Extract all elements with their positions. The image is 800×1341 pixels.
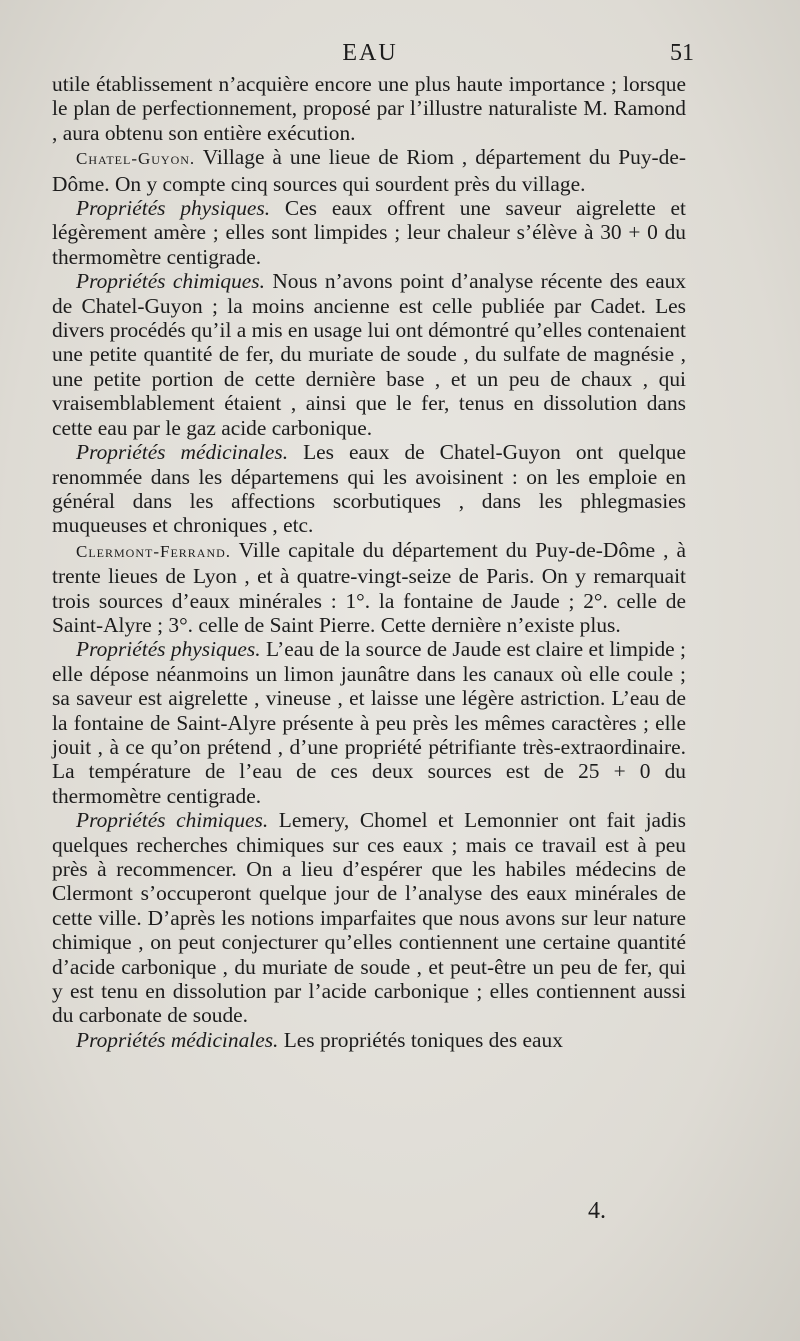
paragraph-text: Nous n’avons point d’analyse récente des eaux de Chatel-Guyon ; la moins ancienne est celle publiée par Cadet. Les divers procédés qu’il a mis en usage lui ont démontré qu’elles contenaient une petite quantité de fer, du muriate de soude , du sulfate de magnésie , une petite portion de cette dernière base , et un peu de chaux , qui vraisemblablement étaient , ainsi que le fer, tenus en dissolution dans cette eau par le gaz acide carbonique. — [52, 269, 686, 440]
paragraph-text: Lemery, Chomel et Lemonnier ont fait jadis quelques recherches chimiques sur ces eaux ; mais ce travail est à peu près à recommencer. On a lieu d’espérer que les habiles médecins de Clermont s’occuperont quelque jour de l’analyse des eaux minérales de cette ville. D’après les notions imparfaites que nous avons sur leur nature chimique , on peut conjecturer qu’elles contiennent une certaine quantité d’acide carbonique , du muriate de soude , et peut-être un peu de fer, qui y est tenu en dissolution par l’acide carbonique ; elles contiennent aussi du carbonate de soude. — [52, 808, 686, 1028]
entry-heading: Clermont-Ferrand. — [76, 541, 232, 561]
paragraph — [52, 145, 686, 196]
page-number: 51 — [670, 40, 694, 66]
running-header — [52, 40, 694, 74]
section-label: Propriétés physiques. — [76, 196, 271, 221]
running-title: EAU — [342, 40, 398, 66]
paragraph — [52, 637, 686, 808]
paragraph — [52, 538, 686, 638]
paragraph-text: Les eaux de Chatel-Guyon ont quelque renommée dans les départemens qui les avoisinent : on les emploie en général dans les affections scorbutiques , dans les phlegmasies muqueuses et chroniques , etc. — [52, 440, 686, 538]
paragraph — [52, 440, 686, 538]
section-label: Propriétés physiques. — [76, 637, 261, 662]
paragraph — [52, 269, 686, 440]
paragraph-text: utile établissement n’acquière encore une plus haute importance ; lorsque le plan de perfectionnement, proposé par l’illustre naturaliste M. Ramond , aura obtenu son entière exécution. — [52, 72, 686, 145]
paragraph-text: Les propriétés toniques des eaux — [278, 1027, 563, 1052]
body-text — [52, 72, 686, 1052]
paragraph — [52, 196, 686, 269]
section-label: Propriétés chimiques. — [76, 269, 265, 294]
paragraph — [52, 808, 686, 1028]
entry-heading: Chatel-Guyon. — [76, 149, 196, 169]
signature-mark: 4. — [588, 1198, 606, 1224]
paragraph-text: Ville capitale du département du Puy-de-Dôme , à trente lieues de Lyon , et à quatre-vingt-seize de Paris. On y remarquait trois sources d’eaux minérales : 1°. la fontaine de Jaude ; 2°. celle de Saint-Alyre ; 3°. celle de Saint Pierre. Cette dernière n’existe plus. — [52, 537, 686, 637]
paragraph — [52, 1028, 686, 1052]
section-label: Propriétés chimiques. — [76, 808, 269, 833]
paragraph — [52, 72, 686, 145]
paragraph-text: L’eau de la source de Jaude est claire et limpide ; elle dépose néanmoins un limon jaunâtre dans les canaux où elle coule ; sa saveur est aigrelette , vineuse , et laisse une légère astriction. L’eau de la fontaine de Saint-Alyre présente à peu près les mêmes caractères ; elle jouit , à ce qu’on prétend , d’une propriété pétrifiante très-extraordinaire. La température de l’eau de ces deux sources est de 25 + 0 du thermomètre centigrade. — [52, 637, 686, 808]
paragraph-text: Village à une lieue de Riom , département du Puy-de-Dôme. On y compte cinq sources qui sourdent près du village. — [52, 145, 686, 196]
section-label: Propriétés médicinales. — [76, 440, 289, 465]
paragraph-text: Ces eaux offrent une saveur aigrelette et légèrement amère ; elles sont limpides ; leur chaleur s’élève à 30 + 0 du thermomètre centigrade. — [52, 196, 686, 269]
section-label: Propriétés médicinales. — [76, 1027, 279, 1052]
